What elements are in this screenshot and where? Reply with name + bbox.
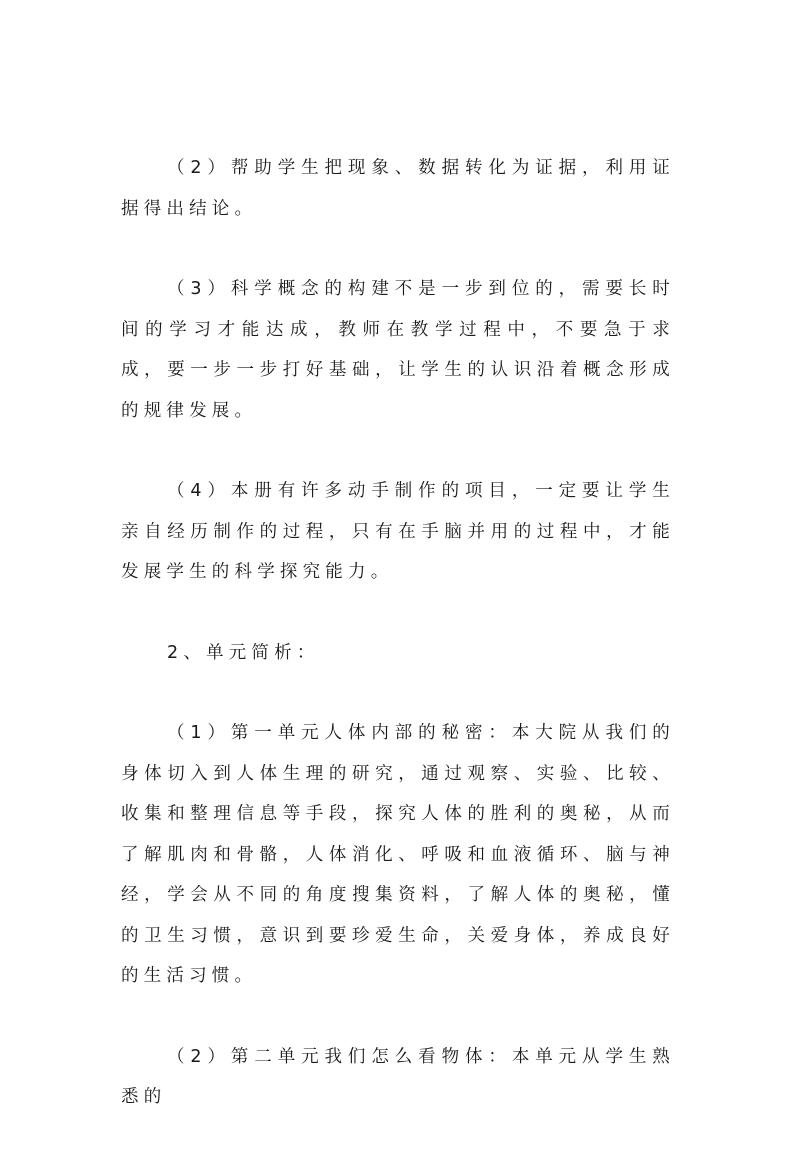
paragraph-point-3: （3）科学概念的构建不是一步到位的，需要长时间的学习才能达成，教师在教学过程中，不要急于求成，要一步一步打好基础，让学生的认识沿着概念形成的规律发展。: [121, 279, 675, 421]
paragraph-point-2: （2）帮助学生把现象、数据转化为证据，利用证据得出结论。: [121, 158, 675, 219]
section-heading-unit-analysis: 2、单元简析：: [167, 642, 320, 663]
paragraph-unit-2: （2）第二单元我们怎么看物体：本单元从学生熟悉的: [121, 1046, 675, 1107]
paragraph-point-4: （4）本册有许多动手制作的项目，一定要让学生亲自经历制作的过程，只有在手脑并用的过程中，才能发展学生的科学探究能力。: [121, 481, 675, 582]
paragraph-unit-1: （1）第一单元人体内部的秘密：本大院从我们的身体切入到人体生理的研究，通过观察、实验、比较、收集和整理信息等手段，探究人体的胜利的奥秘，从而了解肌肉和骨骼，人体消化、呼吸和血液循环、脑与神经，学会从不同的角度搜集资料，了解人体的奥秘，懂的卫生习惯，意识到要珍爱生命，关爱身体，养成良好的生活习惯。: [121, 723, 675, 986]
document-page: [121, 148, 675, 1158]
